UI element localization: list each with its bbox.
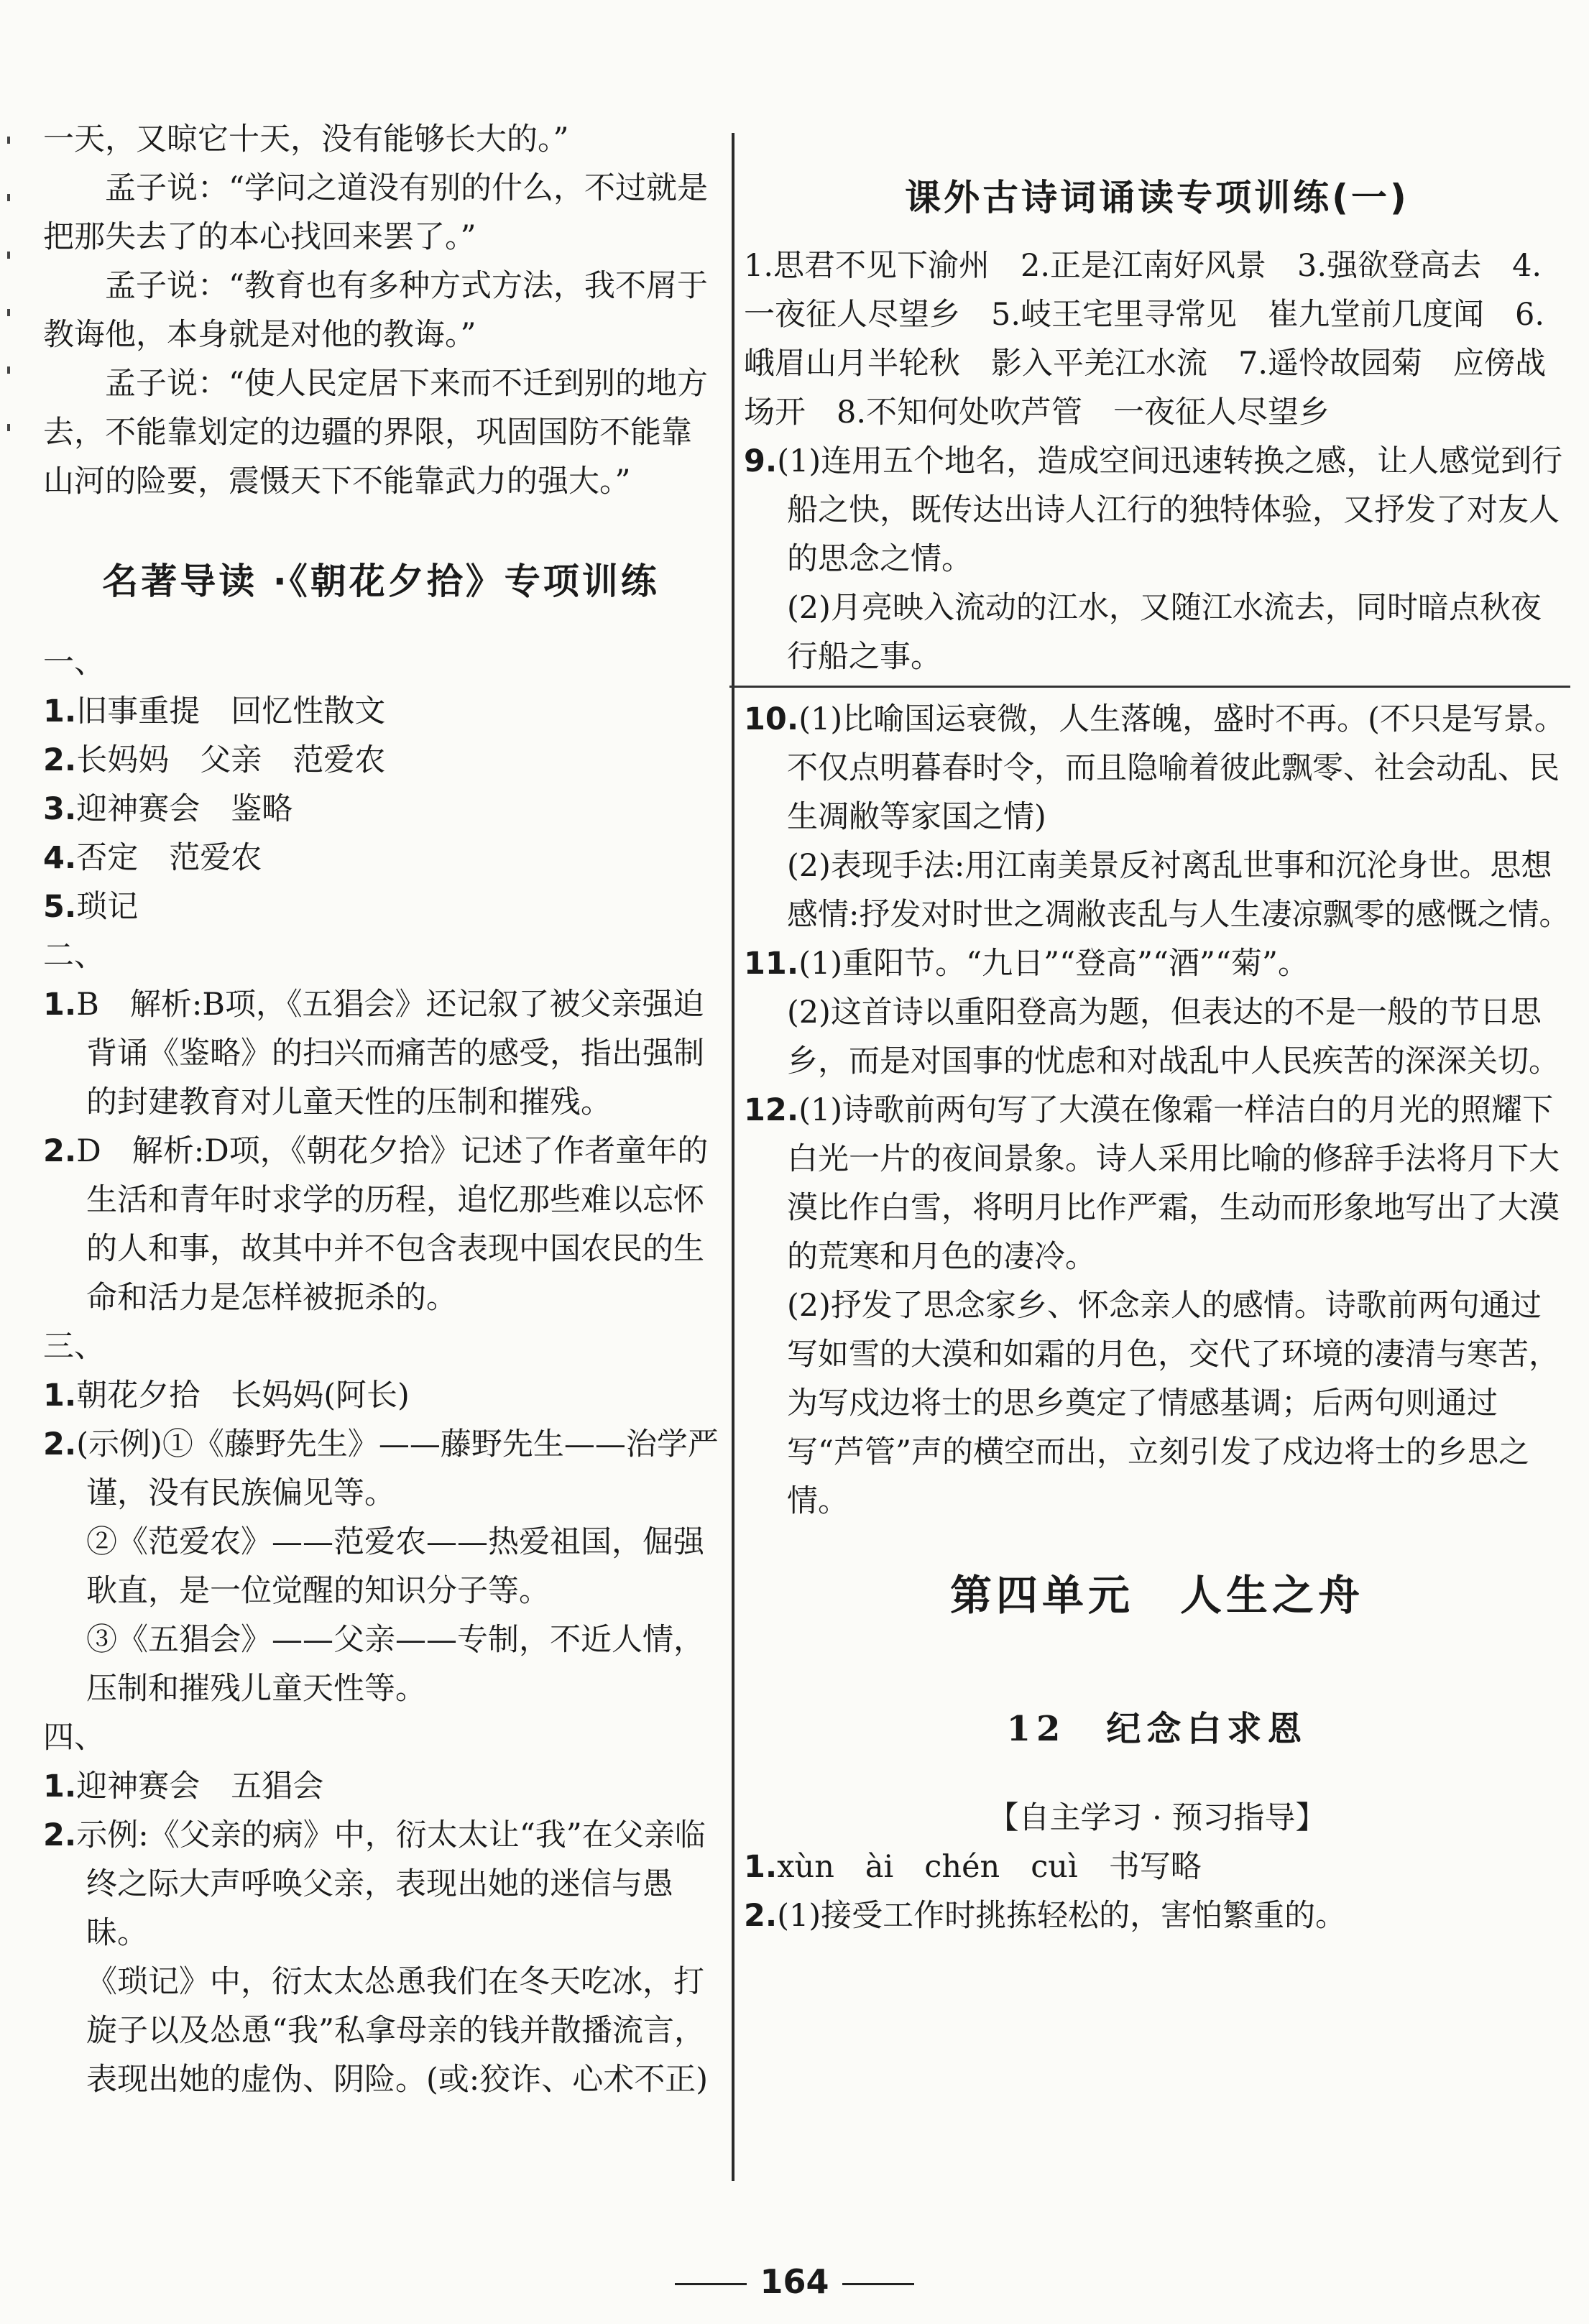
question-9-b: (2)月亮映入流动的江水，又随江水流去，同时暗点秋夜行船之事。 [787, 590, 1542, 675]
question-11-a: 11.(1)重阳节。“九日”“登高”“酒”“菊”。 [744, 946, 1309, 982]
part1-item-1: 1.旧事重提 回忆性散文 [43, 693, 386, 729]
intro-paragraph-2: 孟子说：“学问之道没有别的什么，不过就是把那失去了的本心找回来罢了。” [43, 170, 708, 255]
section-title-gushici: 课外古诗词诵读专项训练(一) [905, 177, 1409, 218]
question-11-b: (2)这首诗以重阳登高为题，但表达的不是一般的节日思乡，而是对国事的忧虑和对战乱中人民疾苦的深深关切。 [787, 995, 1560, 1079]
part2-heading: 二、 [43, 938, 105, 974]
part2-item-1: 1.B 解析:B项，《五猖会》还记叙了被父亲强迫背诵《鉴略》的扫兴而痛苦的感受，指出强制的封建教育对儿童天性的压制和摧残。 [43, 987, 704, 1120]
rule-line [729, 686, 1570, 688]
right-column [744, 115, 1570, 1940]
unit-title: 第四单元 人生之舟 [949, 1571, 1364, 1620]
part4-item-2: 2.示例:《父亲的病》中，衍太太让“我”在父亲临终之际大声呼唤父亲，表现出她的迷信与愚昧。 [43, 1817, 706, 1951]
question-12-b: (2)抒发了思念家乡、怀念亲人的感情。诗歌前两句通过写如雪的大漠和如霜的月色，交代了环境的凄清与寒苦，为写戍边将士的思乡奠定了情感基调；后两句则通过写“芦管”声的横空而出，立刻引发了戍边将士的乡思之情。 [787, 1288, 1560, 1519]
question-10-b: (2)表现手法:用江南美景反衬离乱世事和沉沦身世。思想感情:抒发对时世之凋敝丧乱与人生凄凉飘零的感慨之情。 [787, 848, 1570, 933]
lesson-title: 12 纪念白求恩 [1006, 1709, 1308, 1749]
part1-item-2: 2.长妈妈 父亲 范爱农 [43, 742, 386, 778]
binding-margin-marks [0, 86, 16, 848]
part4-heading: 四、 [43, 1720, 105, 1756]
lesson-answer-2: 2.(1)接受工作时挑拣轻松的，害怕繁重的。 [744, 1898, 1347, 1934]
page-footer [0, 2262, 1589, 2301]
section-bracket-heading: 【自主学习 · 预习指导】 [987, 1800, 1327, 1836]
part3-item-2-sub-2: ③《五猖会》——父亲——专制，不近人情，压制和摧残儿童天性等。 [86, 1622, 704, 1707]
question-12-a: 12.(1)诗歌前两句写了大漠在像霜一样洁白的月光的照耀下白光一片的夜间景象。诗人采用比喻的修辞手法将月下大漠比作白雪，将明月比作严霜，生动而形象地写出了大漠的荒寒和月色的凄冷。 [744, 1092, 1560, 1275]
section-title-mingzhu: 名著导读 ·《朝花夕拾》专项训练 [102, 561, 660, 602]
gushici-answers-1-8: 1.思君不见下渝州 2.正是江南好风景 3.强欲登高去 4.一夜征人尽望乡 5.岐王宅里寻常见 崔九堂前几度闻 6.峨眉山月半轮秋 影入平羌江水流 7.遥怜故园菊 应傍战场开 8.不知何处吹芦管 一夜征人尽望乡 [744, 248, 1547, 430]
part2-item-2: 2.D 解析:D项，《朝花夕拾》记述了作者童年的生活和青年时求学的历程，追忆那些难以忘怀的人和事，故其中并不包含表现中国农民的生命和活力是怎样被扼杀的。 [43, 1133, 709, 1316]
footer-rule-right [842, 2283, 914, 2285]
part3-item-2-sub-1: ②《范爱农》——范爱农——热爱祖国，倔强耿直，是一位觉醒的知识分子等。 [86, 1524, 704, 1609]
lesson-answer-1: 1.xùn ài chén cuì 书写略 [744, 1849, 1202, 1885]
part1-item-4: 4.否定 范爱农 [43, 840, 262, 876]
footer-rule-left [675, 2283, 747, 2285]
column-divider [732, 133, 734, 2181]
part1-item-5: 5.琐记 [43, 889, 139, 925]
intro-paragraph-3: 孟子说：“教育也有多种方式方法，我不屑于教诲他，本身就是对他的教诲。” [43, 268, 708, 353]
intro-paragraph-4: 孟子说：“使人民定居下来而不迁到别的地方去，不能靠划定的边疆的界限，巩固国防不能靠山河的险要，震慑天下不能靠武力的强大。” [43, 366, 708, 499]
left-column [43, 115, 719, 2104]
part1-item-3: 3.迎神赛会 鉴略 [43, 791, 293, 827]
part3-item-2: 2.(示例)①《藤野先生》——藤野先生——治学严谨，没有民族偏见等。 [43, 1426, 719, 1511]
page-number: 164 [760, 2262, 829, 2301]
part1-heading: 一、 [43, 645, 105, 681]
intro-line-1: 一天，又晾它十天，没有能够长大的。” [43, 121, 569, 157]
part3-heading: 三、 [43, 1329, 105, 1365]
part4-item-1: 1.迎神赛会 五猖会 [43, 1769, 324, 1804]
question-10-a: 10.(1)比喻国运衰微，人生落魄，盛时不再。(不只是写景。不仅点明暮春时令，而且隐喻着彼此飘零、社会动乱、民生凋敝等家国之情) [744, 701, 1565, 835]
part4-item-2-sub: 《琐记》中，衍太太怂恿我们在冬天吃冰，打旋子以及怂恿“我”私拿母亲的钱并散播流言，表现出她的虚伪、阴险。(或:狡诈、心术不正) [86, 1964, 709, 2098]
question-9-a: 9.(1)连用五个地名，造成空间迅速转换之感，让人感觉到行船之快，既传达出诗人江行的独特体验，又抒发了对友人的思念之情。 [744, 443, 1563, 577]
part3-item-1: 1.朝花夕拾 长妈妈(阿长) [43, 1378, 410, 1414]
